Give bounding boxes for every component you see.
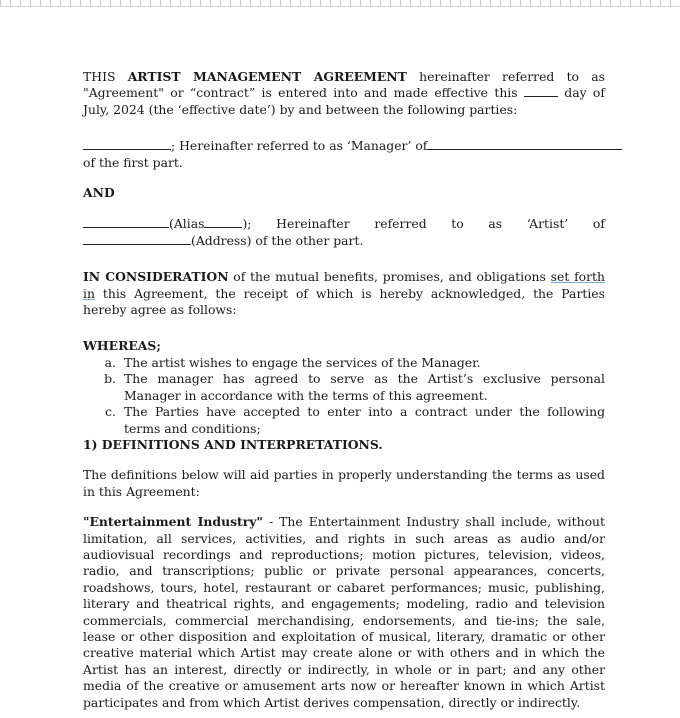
alias-close: );	[242, 216, 252, 232]
ruler	[0, 0, 680, 7]
consideration-text-2: set forth in	[83, 269, 605, 301]
preamble-text-3: day of July, 2024 (the ‘effective date’) by and between the following parties:	[83, 85, 605, 117]
list-marker: b.	[104, 371, 116, 387]
alias-open: (Alias	[169, 216, 205, 232]
manager-address-blank[interactable]	[427, 138, 622, 150]
list-item	[83, 371, 605, 404]
section-heading	[83, 437, 605, 453]
definitions-intro: The definitions below will aid parties in properly understanding the terms as used in this Agreement:	[83, 467, 605, 499]
definition-paragraph	[83, 514, 605, 711]
list-item-text: The Parties have accepted to enter into a contract under the following terms and conditions;	[124, 404, 605, 436]
list-item-text: The artist wishes to engage the services of the Manager.	[124, 354, 481, 370]
and-heading	[83, 185, 605, 201]
preamble-paragraph	[83, 69, 605, 118]
section-1-title: 1) DEFINITIONS AND INTERPRETATIONS.	[83, 436, 383, 452]
date-blank[interactable]	[524, 85, 558, 97]
manager-party-text: ; Hereinafter referred to as ‘Manager’ of	[171, 138, 428, 154]
artist-party-line	[83, 216, 605, 232]
whereas-label: WHEREAS;	[83, 338, 161, 354]
list-marker: a.	[104, 354, 116, 370]
artist-address-line	[83, 233, 605, 249]
artist-word-4: as	[488, 216, 503, 232]
list-item	[83, 355, 605, 371]
list-item-text: The manager has agreed to serve as the Artist’s exclusive personal Manager in accordance with the terms of this agreement.	[124, 371, 605, 403]
consideration-text-4: hereby agree	[83, 302, 167, 318]
whereas-list	[83, 355, 605, 437]
alias-blank[interactable]	[204, 216, 242, 228]
definition-text: - The Entertainment Industry shall include, without limitation, all services, activities, and rights in such areas as audio and/or audiovisual recordings and reproductions; motion pictures, television, videos, radio, and transcriptions; public or private personal appearances, concerts, roadshows, tours, hotel, restaurant or cabaret performances; music, publishing, literary and theatrical rights, and engagements; modeling, radio and television commercials, commercial merchandising, endorsements, and tie-ins; the sale, lease or other disposition and exploitation of musical, literary, dramatic or other creative material which Artist may create alone or with others and in which the Artist has an interest, directly or indirectly, in whole or in part; and any other media of the creative or amusement arts now or hereafter known in which Artist participates and from which Artist derives compensation, directly or indirectly.	[83, 514, 605, 710]
artist-word-3: to	[451, 216, 464, 232]
preamble-text-2: hereinafter referred to as "Agreement" or “contract” is entered into and made effective this	[83, 69, 605, 101]
artist-word-2: referred	[374, 216, 427, 232]
consideration-lead: IN CONSIDERATION	[83, 269, 229, 285]
preamble-text-1: THIS	[83, 69, 116, 84]
whereas-heading	[83, 338, 605, 354]
artist-address-blank[interactable]	[83, 233, 191, 245]
artist-word-6: of	[592, 216, 605, 232]
consideration-paragraph	[83, 269, 605, 318]
artist-word-1: Hereinafter	[276, 216, 350, 232]
consideration-text-3: this Agreement, the receipt of which is hereby acknowledged, the Parties	[102, 285, 605, 301]
list-marker: c.	[105, 404, 116, 420]
list-item	[83, 404, 605, 437]
manager-name-blank[interactable]	[83, 138, 171, 150]
manager-party-line	[83, 138, 605, 154]
and-label: AND	[83, 185, 115, 201]
manager-party-tail: of the first part.	[83, 154, 183, 170]
agreement-title: ARTIST MANAGEMENT AGREEMENT	[127, 69, 407, 84]
consideration-text-5: as follows:	[170, 302, 237, 318]
document-page	[83, 69, 605, 711]
artist-word-5: ‘Artist’	[526, 216, 569, 232]
consideration-text-1: of the mutual benefits, promises, and obligations	[233, 269, 546, 285]
artist-address-text: (Address) of the other part.	[191, 232, 364, 248]
artist-name-blank[interactable]	[83, 216, 169, 228]
definition-term: "Entertainment Industry"	[83, 514, 263, 530]
